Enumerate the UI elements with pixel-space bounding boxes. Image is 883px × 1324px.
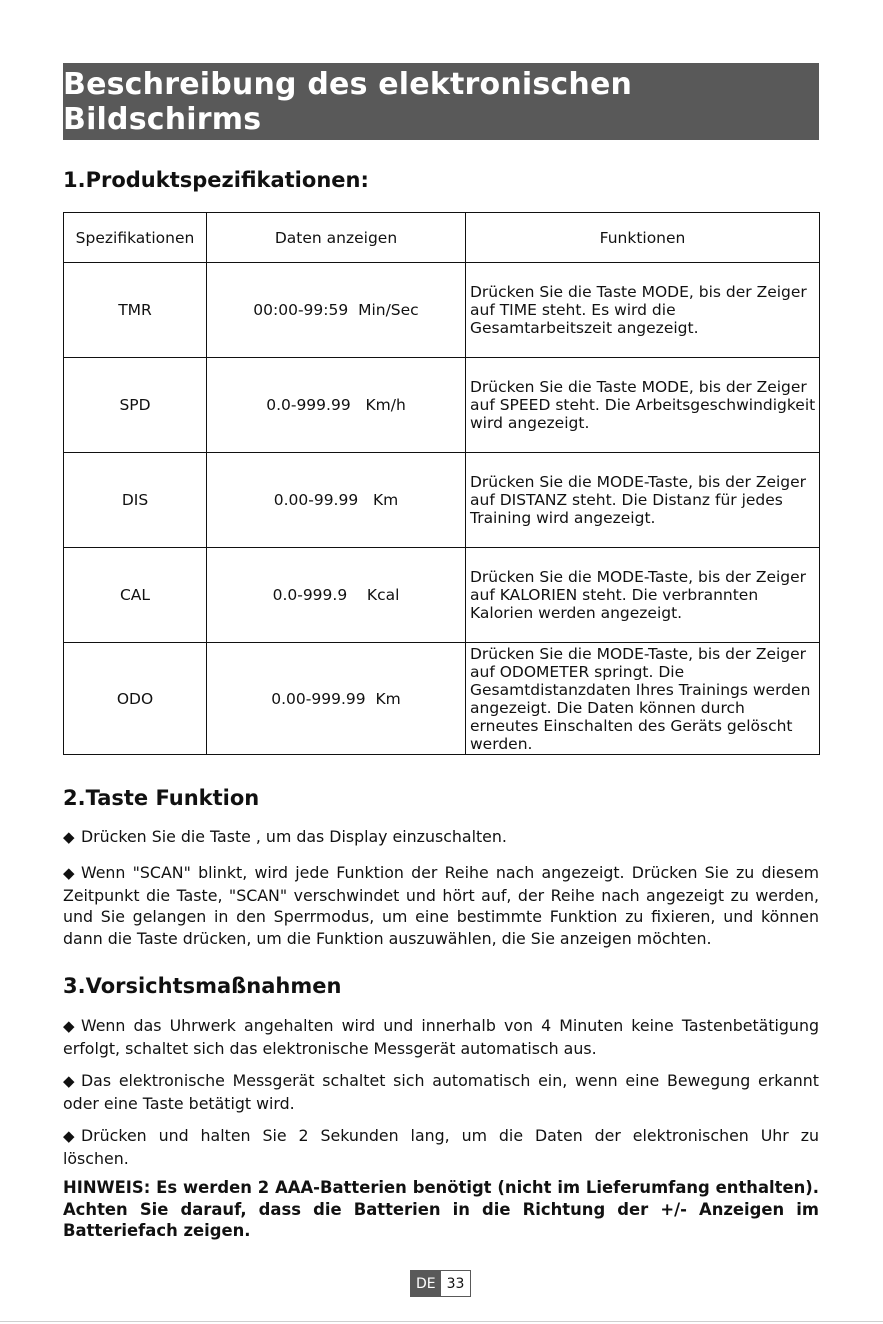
page-banner xyxy=(63,63,819,140)
bullet-text: Wenn "SCAN" blinkt, wird jede Funktion der Reihe nach angezeigt. Drücken Sie zu diesem Zeitpunkt die Taste, "SCAN" verschwindet und hört auf, der Reihe nach angezeigt zu werden, und Sie gelangen in den Sperrmodus, um eine bestimmte Funktion zu fixieren, und können dann die Taste drücken, um die Funktion auszuwählen, die Sie anzeigen möchten. xyxy=(63,863,819,948)
table-row xyxy=(64,453,820,548)
table-row xyxy=(64,263,820,358)
diamond-bullet-icon: ◆ xyxy=(63,828,75,846)
spec-cell: CAL xyxy=(64,548,207,643)
function-cell: Drücken Sie die MODE-Taste, bis der Zeiger auf DISTANZ steht. Die Distanz für jedes Training wird angezeigt. xyxy=(466,453,820,548)
bullet-text: Drücken und halten Sie 2 Sekunden lang, um die Daten der elektronischen Uhr zu löschen. xyxy=(63,1126,819,1168)
function-cell: Drücken Sie die Taste MODE, bis der Zeiger auf SPEED steht. Die Arbeitsgeschwindigkeit wird angezeigt. xyxy=(466,358,820,453)
list-item xyxy=(63,862,819,949)
battery-note: HINWEIS: Es werden 2 AAA-Batterien benötigt (nicht im Lieferumfang enthalten). Achten Sie darauf, dass die Batterien in die Richtung der +/- Anzeigen im Batteriefach zeigen. xyxy=(63,1178,819,1240)
bullet-text: Wenn das Uhrwerk angehalten wird und innerhalb von 4 Minuten keine Tastenbetätigung erfolgt, schaltet sich das elektronische Messgerät automatisch aus. xyxy=(63,1016,819,1058)
list-item xyxy=(63,1015,819,1059)
page-title: Beschreibung des elektronischen Bildschirms xyxy=(63,66,633,137)
data-range-cell: 00:00-99:59 Min/Sec xyxy=(207,263,466,358)
data-range-cell: 0.0-999.99 Km/h xyxy=(207,358,466,453)
table-row xyxy=(64,548,820,643)
table-header-row xyxy=(64,213,820,263)
spec-cell: TMR xyxy=(64,263,207,358)
spec-table xyxy=(63,212,820,755)
list-item xyxy=(63,826,819,849)
section-heading-precautions: 3.Vorsichtsmaßnahmen xyxy=(63,974,342,998)
bullet-text: Drücken Sie die Taste , um das Display einzuschalten. xyxy=(81,827,507,846)
diamond-bullet-icon: ◆ xyxy=(63,1127,75,1145)
spec-cell: SPD xyxy=(64,358,207,453)
spec-cell: DIS xyxy=(64,453,207,548)
spec-cell: ODO xyxy=(64,643,207,755)
page-number: 33 xyxy=(441,1271,471,1296)
page-number-badge xyxy=(410,1270,471,1297)
function-cell: Drücken Sie die MODE-Taste, bis der Zeiger auf KALORIEN steht. Die verbrannten Kalorien werden angezeigt. xyxy=(466,548,820,643)
bullet-text: Das elektronische Messgerät schaltet sich automatisch ein, wenn eine Bewegung erkannt oder eine Taste betätigt wird. xyxy=(63,1071,819,1113)
language-code: DE xyxy=(411,1271,441,1296)
column-header: Daten anzeigen xyxy=(207,213,466,263)
data-range-cell: 0.00-999.99 Km xyxy=(207,643,466,755)
diamond-bullet-icon: ◆ xyxy=(63,1072,75,1090)
column-header: Funktionen xyxy=(466,213,820,263)
page-bottom-divider xyxy=(0,1321,883,1322)
function-cell: Drücken Sie die Taste MODE, bis der Zeiger auf TIME steht. Es wird die Gesamtarbeitszeit angezeigt. xyxy=(466,263,820,358)
section-heading-button-function: 2.Taste Funktion xyxy=(63,786,260,810)
diamond-bullet-icon: ◆ xyxy=(63,1017,75,1035)
data-range-cell: 0.00-99.99 Km xyxy=(207,453,466,548)
diamond-bullet-icon: ◆ xyxy=(63,864,75,882)
table-row xyxy=(64,643,820,755)
list-item xyxy=(63,1125,819,1169)
function-cell: Drücken Sie die MODE-Taste, bis der Zeiger auf ODOMETER springt. Die Gesamtdistanzdaten Ihres Trainings werden angezeigt. Die Daten können durch erneutes Einschalten des Geräts gelöscht werden. xyxy=(466,643,820,755)
list-item xyxy=(63,1070,819,1114)
column-header: Spezifikationen xyxy=(64,213,207,263)
data-range-cell: 0.0-999.9 Kcal xyxy=(207,548,466,643)
section-heading-specs: 1.Produktspezifikationen: xyxy=(63,168,369,192)
table-row xyxy=(64,358,820,453)
